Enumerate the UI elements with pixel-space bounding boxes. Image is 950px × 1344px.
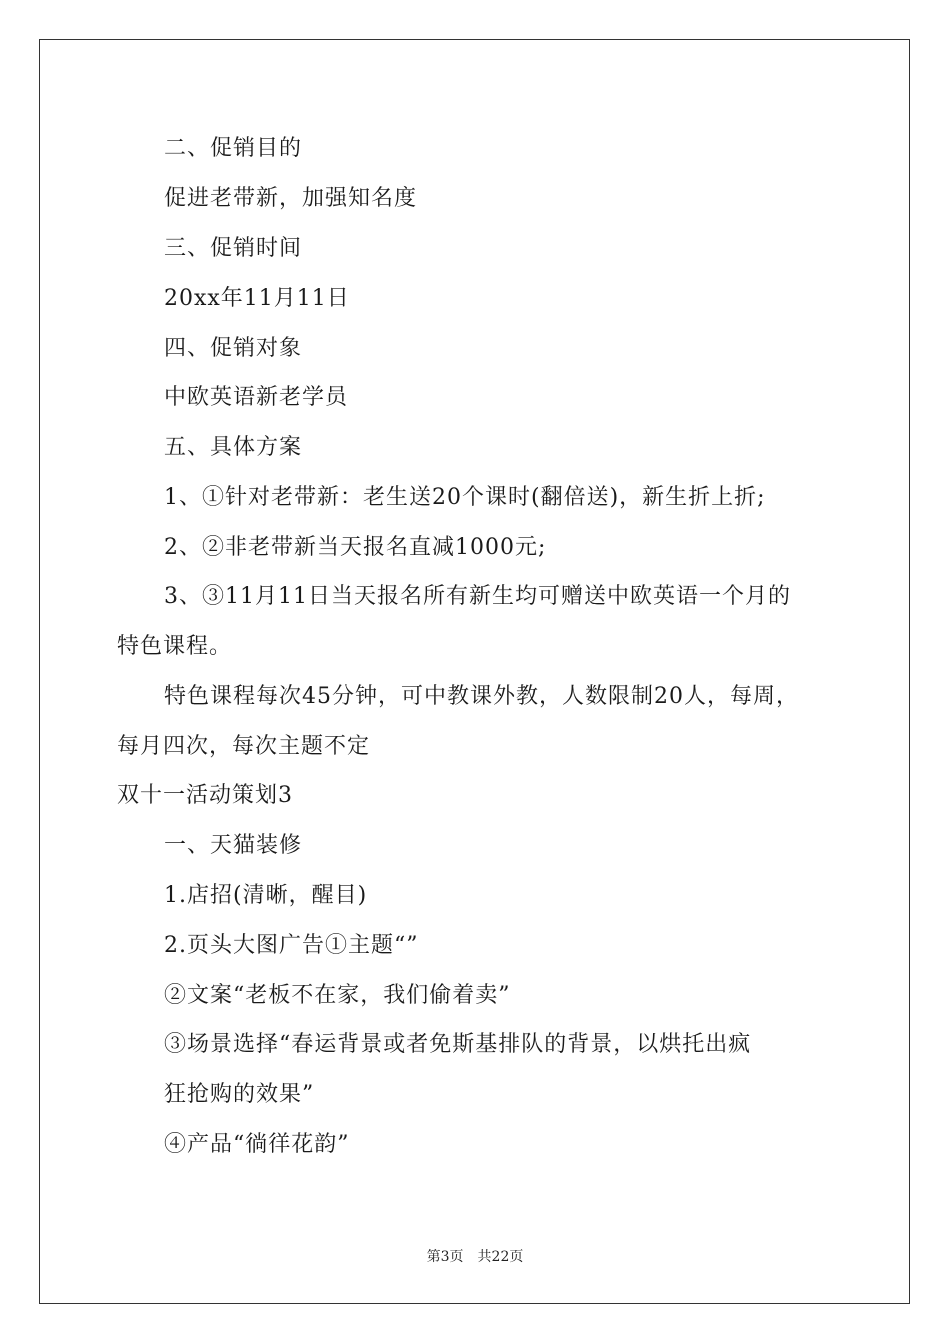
heading-promotion-time: 三、促销时间 [164,236,303,261]
page-border [39,39,910,1304]
paragraph-line: 1.店招(清晰，醒目) [164,883,368,908]
heading-promotion-target: 四、促销对象 [164,336,303,361]
heading-promotion-goal: 二、促销目的 [164,136,303,161]
paragraph-line: 2、②非老带新当天报名直减1000元; [164,535,547,560]
page-footer [0,1248,950,1266]
paragraph-line: 促进老带新，加强知名度 [164,186,418,211]
paragraph-line: 每月四次，每次主题不定 [117,734,371,759]
paragraph-line: 3、③11月11日当天报名所有新生均可赠送中欧英语一个月的 [164,584,791,609]
paragraph-line: 特色课程。 [117,634,233,659]
paragraph-line: ④产品“徜徉花韵” [164,1132,350,1157]
paragraph-line: 特色课程每次45分钟，可中教课外教，人数限制20人，每周， [164,684,799,709]
paragraph-line: 1、①针对老带新：老生送20个课时(翻倍送)，新生折上折; [164,485,766,510]
paragraph-line: ③场景选择“春运背景或者免斯基排队的背景，以烘托出疯 [164,1032,752,1057]
paragraph-line: 中欧英语新老学员 [164,385,349,410]
paragraph-line: 狂抢购的效果” [164,1082,315,1107]
section-title: 双十一活动策划3 [117,783,293,808]
page-number: 第3页 [426,1249,464,1265]
heading-specific-plan: 五、具体方案 [164,435,303,460]
heading-tmall-decoration: 一、天猫装修 [164,833,303,858]
paragraph-line: 2.页头大图广告①主题“” [164,933,419,958]
total-pages: 共22页 [477,1249,524,1265]
paragraph-line: 20xx年11月11日 [164,286,350,311]
paragraph-line: ②文案“老板不在家，我们偷着卖” [164,983,511,1008]
